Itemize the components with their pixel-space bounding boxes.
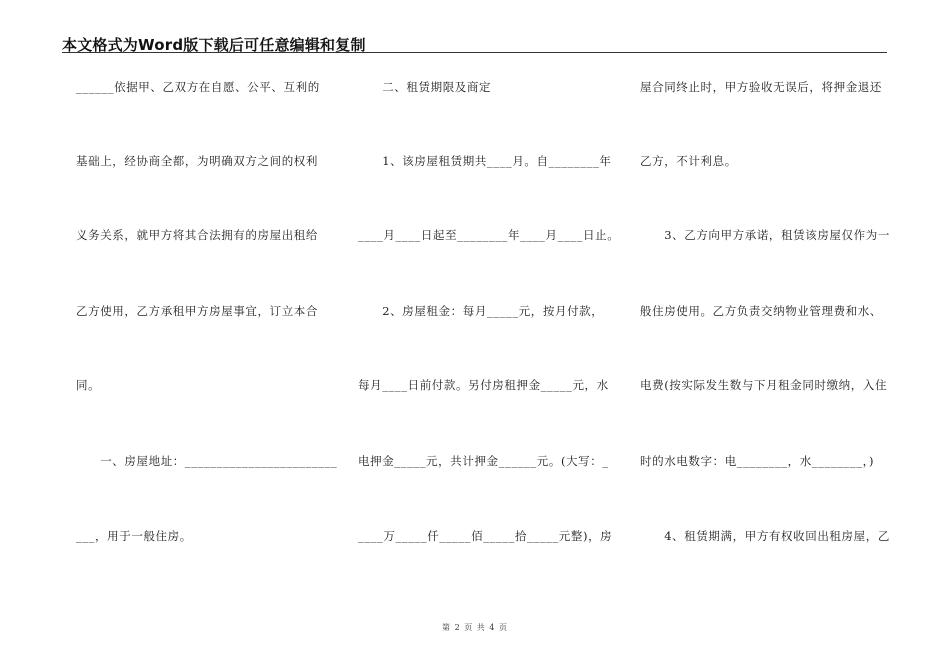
text-line: 时的水电数字：电________，水________，) xyxy=(640,454,875,468)
text-line: ____月____日起至________年____月____日止。 xyxy=(358,228,620,242)
text-line: 乙方使用，乙方承租甲方房屋事宜，订立本合 xyxy=(76,304,318,318)
text-line: 同。 xyxy=(76,378,101,392)
text-line: 一、房屋地址：________________________ xyxy=(76,454,338,468)
document-header-title: 本文格式为Word版下载后可任意编辑和复制 xyxy=(62,36,366,54)
header-divider xyxy=(62,52,887,53)
text-line: 基础上，经协商全都，为明确双方之间的权利 xyxy=(76,154,318,168)
text-line: 电押金_____元，共计押金______元。(大写：_ xyxy=(358,454,609,468)
text-line: ____万_____仟_____佰_____拾_____元整)，房 xyxy=(358,529,613,543)
text-line: 1、该房屋租赁期共____月。自________年 xyxy=(358,154,612,168)
text-line: ___，用于一般住房。 xyxy=(76,529,192,543)
page-number: 第 2 页 共 4 页 xyxy=(442,623,508,632)
text-line: ______依据甲、乙双方在自愿、公平、互利的 xyxy=(76,80,320,94)
text-line: 义务关系，就甲方将其合法拥有的房屋出租给 xyxy=(76,228,318,242)
text-line: 电费(按实际发生数与下月租金同时缴纳，入住 xyxy=(640,378,888,392)
text-line: 二、租赁期限及商定 xyxy=(358,80,492,94)
text-line: 4、租赁期满，甲方有权收回出租房屋，乙 xyxy=(640,529,890,543)
text-line: 每月____日前付款。另付房租押金_____元，水 xyxy=(358,378,609,392)
text-line: 2、房屋租金：每月_____元，按月付款， xyxy=(358,304,604,318)
text-line: 屋合同终止时，甲方验收无误后，将押金退还 xyxy=(640,80,882,94)
text-line: 3、乙方向甲方承诺，租赁该房屋仅作为一 xyxy=(640,228,890,242)
text-line: 般住房使用。乙方负责交纳物业管理费和水、 xyxy=(640,304,882,318)
text-line: 乙方，不计利息。 xyxy=(640,154,737,168)
